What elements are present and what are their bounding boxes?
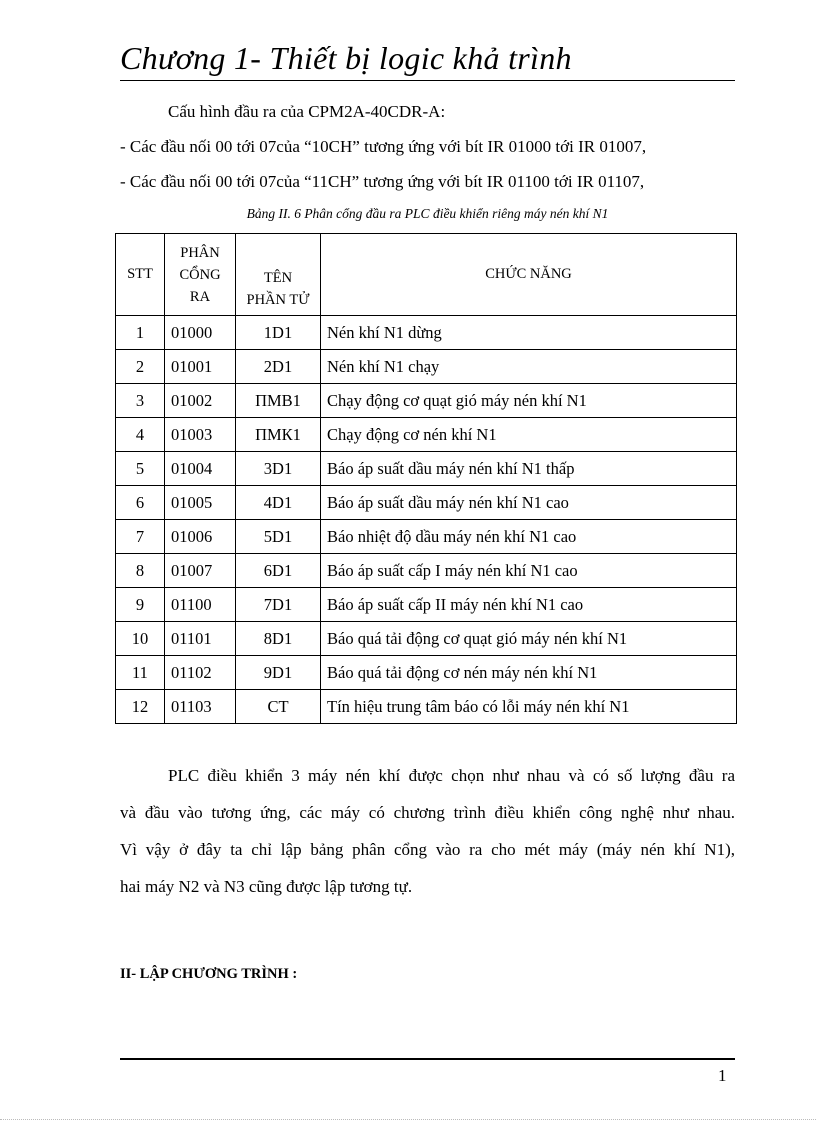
intro-line-11ch: - Các đầu nối 00 tới 07của “11CH” tương ứng với bít IR 01100 tới IR 01107, bbox=[120, 172, 645, 191]
table-row bbox=[116, 622, 737, 656]
cell-name: 6D1 bbox=[236, 554, 321, 588]
header-stt: STT bbox=[116, 234, 165, 316]
output-port-table bbox=[115, 233, 737, 724]
cell-port: 01002 bbox=[165, 384, 236, 418]
cell-stt: 3 bbox=[116, 384, 165, 418]
body-line-4: hai máy N2 và N3 cũng được lập tương tự. bbox=[120, 877, 413, 896]
cell-port: 01100 bbox=[165, 588, 236, 622]
body-line-1: PLC điều khiển 3 máy nén khí được chọn như nhau và có số lượng đầu ra bbox=[168, 766, 735, 785]
cell-stt: 10 bbox=[116, 622, 165, 656]
cell-port: 01000 bbox=[165, 316, 236, 350]
cell-port: 01006 bbox=[165, 520, 236, 554]
cell-name: 7D1 bbox=[236, 588, 321, 622]
cell-port: 01101 bbox=[165, 622, 236, 656]
cell-function: Nén khí N1 chạy bbox=[321, 350, 737, 384]
cell-port: 01001 bbox=[165, 350, 236, 384]
table-caption: Bảng II. 6 Phân cổng đầu ra PLC điều khiển riêng máy nén khí N1 bbox=[246, 206, 609, 221]
cell-function: Chạy động cơ quạt gió máy nén khí N1 bbox=[321, 384, 737, 418]
header-name bbox=[236, 234, 321, 316]
cell-port: 01005 bbox=[165, 486, 236, 520]
page-number: 1 bbox=[718, 1066, 727, 1085]
cell-name: 9D1 bbox=[236, 656, 321, 690]
cell-name: 1D1 bbox=[236, 316, 321, 350]
cell-function: Báo áp suất cấp II máy nén khí N1 cao bbox=[321, 588, 737, 622]
table-row bbox=[116, 656, 737, 690]
table-row bbox=[116, 384, 737, 418]
cell-name: CT bbox=[236, 690, 321, 724]
body-line-3: Vì vậy ở đây ta chỉ lập bảng phân cổng vào ra cho mét máy (máy nén khí N1), bbox=[120, 840, 735, 859]
intro-line-10ch: - Các đầu nối 00 tới 07của “10CH” tương ứng với bít IR 01000 tới IR 01007, bbox=[120, 137, 647, 156]
body-paragraph bbox=[120, 757, 735, 905]
cell-function: Báo quá tải động cơ nén máy nén khí N1 bbox=[321, 656, 737, 690]
cell-stt: 4 bbox=[116, 418, 165, 452]
header-port bbox=[165, 234, 236, 316]
table-row bbox=[116, 418, 737, 452]
cell-function: Chạy động cơ nén khí N1 bbox=[321, 418, 737, 452]
cell-function: Báo áp suất dầu máy nén khí N1 cao bbox=[321, 486, 737, 520]
cell-stt: 11 bbox=[116, 656, 165, 690]
header-port-line-2: CỔNG bbox=[179, 266, 221, 283]
cell-name: ПМВ1 bbox=[236, 384, 321, 418]
cell-function: Báo nhiệt độ dầu máy nén khí N1 cao bbox=[321, 520, 737, 554]
cell-stt: 7 bbox=[116, 520, 165, 554]
cell-function: Báo áp suất dầu máy nén khí N1 thấp bbox=[321, 452, 737, 486]
cell-function: Báo quá tải động cơ quạt gió máy nén khí N1 bbox=[321, 622, 737, 656]
cell-name: ПМК1 bbox=[236, 418, 321, 452]
cell-stt: 9 bbox=[116, 588, 165, 622]
cell-port: 01103 bbox=[165, 690, 236, 724]
body-line-2: và đầu vào tương ứng, các máy có chương trình điều khiển công nghệ như nhau. bbox=[120, 803, 735, 822]
cell-port: 01102 bbox=[165, 656, 236, 690]
header-function: CHỨC NĂNG bbox=[321, 234, 737, 316]
table-row bbox=[116, 690, 737, 724]
table-row bbox=[116, 316, 737, 350]
cell-function: Báo áp suất cấp I máy nén khí N1 cao bbox=[321, 554, 737, 588]
cell-name: 2D1 bbox=[236, 350, 321, 384]
cell-port: 01007 bbox=[165, 554, 236, 588]
header-port-line-1: PHÂN bbox=[180, 244, 220, 261]
header-name-line-1: TÊN bbox=[263, 270, 293, 286]
table-row bbox=[116, 588, 737, 622]
cell-stt: 5 bbox=[116, 452, 165, 486]
cell-function: Tín hiệu trung tâm báo có lỗi máy nén khí N1 bbox=[321, 690, 737, 724]
page-header-title: Chương 1- Thiết bị logic khả trình bbox=[120, 40, 572, 76]
table-body bbox=[116, 316, 737, 724]
cell-stt: 8 bbox=[116, 554, 165, 588]
header-rule bbox=[120, 80, 735, 81]
cell-function: Nén khí N1 dừng bbox=[321, 316, 737, 350]
table-header-row bbox=[116, 234, 737, 316]
section-title: II- LẬP CHƯƠNG TRÌNH : bbox=[120, 966, 298, 982]
cell-port: 01004 bbox=[165, 452, 236, 486]
cell-stt: 12 bbox=[116, 690, 165, 724]
table-row bbox=[116, 350, 737, 384]
cell-name: 5D1 bbox=[236, 520, 321, 554]
header-name-line-2: PHẦN TỬ bbox=[246, 292, 310, 308]
table-row bbox=[116, 452, 737, 486]
cell-stt: 1 bbox=[116, 316, 165, 350]
header-port-line-3: RA bbox=[189, 288, 211, 305]
table-row bbox=[116, 520, 737, 554]
cell-name: 4D1 bbox=[236, 486, 321, 520]
table-row bbox=[116, 486, 737, 520]
cell-stt: 2 bbox=[116, 350, 165, 384]
page-edge bbox=[0, 1119, 816, 1120]
cell-port: 01003 bbox=[165, 418, 236, 452]
intro-line-config: Cấu hình đầu ra của CPM2A-40CDR-A: bbox=[168, 102, 446, 121]
cell-name: 8D1 bbox=[236, 622, 321, 656]
cell-name: 3D1 bbox=[236, 452, 321, 486]
footer-rule bbox=[120, 1058, 735, 1060]
cell-stt: 6 bbox=[116, 486, 165, 520]
table-row bbox=[116, 554, 737, 588]
